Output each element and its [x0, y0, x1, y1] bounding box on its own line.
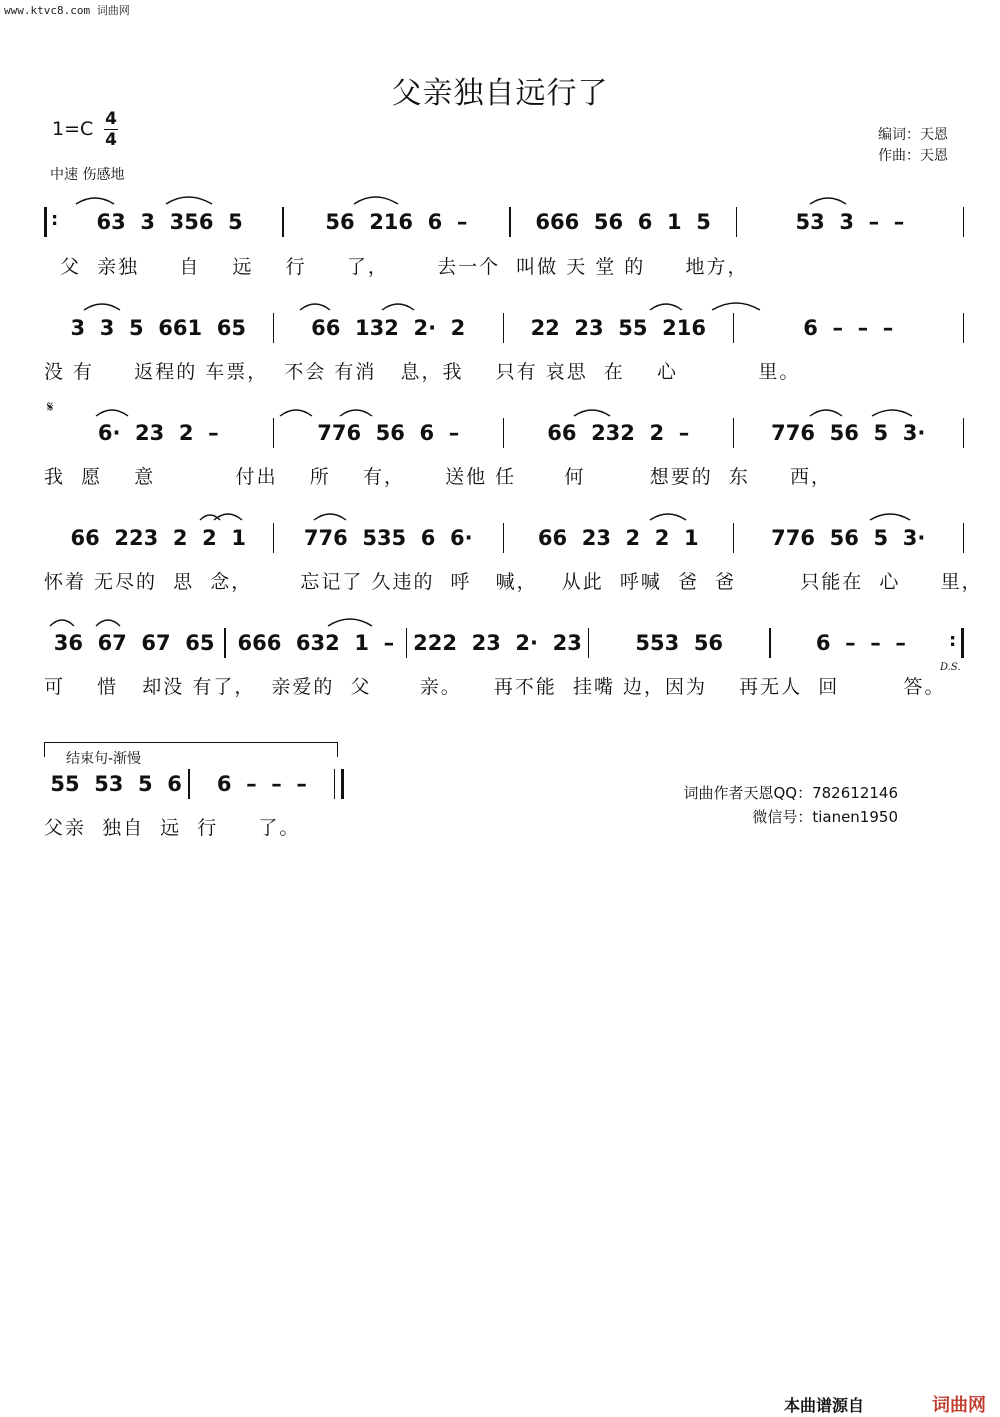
- time-signature: [104, 110, 118, 149]
- composer-credit: 作曲：天恩: [878, 148, 948, 164]
- measure: 776 56 6 –: [317, 421, 460, 445]
- measure: 553 56: [635, 631, 724, 655]
- lyrics-line-5: 可 惜 却没 有了， 亲爱的 父 亲。 再不能 挂嘴 边，因为 再无人 回 答。: [44, 676, 946, 698]
- measure: 22 23 55 216: [530, 316, 706, 340]
- contact-qq: 词曲作者天恩QQ：782612146: [683, 784, 898, 802]
- site-watermark: www.ktvc8.com 词曲网: [4, 4, 130, 17]
- measure: 66 232 2 –: [547, 421, 690, 445]
- measure: 56 216 6 –: [325, 210, 468, 234]
- measure: 776 535 6 6·: [303, 526, 473, 550]
- measure: 666 56 6 1 5: [535, 210, 711, 234]
- notation-line-ending: [44, 766, 344, 802]
- measure: 776 56 5 3·: [771, 526, 926, 550]
- barline: [963, 523, 965, 553]
- source-label: 本曲谱源自: [784, 1396, 865, 1415]
- lyrics-line-4: 怀着 无尽的 思 念， 忘记了 久违的 呼 喊， 从此 呼喊 爸 爸 只能在 心 里，: [44, 571, 983, 593]
- ending-label: 结束句-渐慢: [66, 751, 142, 767]
- barline: [963, 418, 965, 448]
- measure: 666 632 1 –: [237, 631, 395, 655]
- measure: 222 23 2· 23: [413, 631, 582, 655]
- repeat-end: [951, 628, 964, 658]
- slur: [166, 197, 212, 204]
- lyrics-line-3: 我 愿 意 付出 所 有， 送他 任 何 想要的 东 西，: [44, 466, 833, 488]
- key-signature: 1=C: [52, 118, 94, 140]
- tempo-marking: 中速 伤感地: [50, 167, 125, 183]
- measure: 63 3 356 5: [96, 210, 243, 234]
- measure: 6 – – –: [815, 631, 906, 655]
- contact-wechat: 微信号：tianen1950: [752, 808, 898, 826]
- ds-marking: D.S.: [940, 662, 961, 673]
- measure: 776 56 5 3·: [771, 421, 926, 445]
- repeat-start: [44, 207, 57, 237]
- measure: 6 – – –: [216, 772, 307, 796]
- slur: [712, 303, 760, 310]
- final-barline: [334, 769, 344, 799]
- measure: 6 – – –: [803, 316, 894, 340]
- source-brand-logo[interactable]: 词曲网: [932, 1395, 986, 1416]
- measure: 66 223 2 2 1: [70, 526, 246, 550]
- measure: 55 53 5 6: [50, 772, 182, 796]
- notation-line-4: [44, 520, 964, 556]
- segno-sign: 𝄋: [47, 398, 54, 416]
- lyrics-line-ending: 父亲 独自 远 行 了。: [44, 817, 301, 839]
- slur: [354, 197, 398, 204]
- measure: 66 132 2· 2: [311, 316, 466, 340]
- notation-line-3: [44, 415, 964, 451]
- lyricist-credit: 编词：天恩: [878, 127, 948, 143]
- notation-line-5: [44, 625, 964, 661]
- notation-line-2: [44, 310, 964, 346]
- time-sig-top: 4: [105, 109, 117, 129]
- measure: 53 3 – –: [795, 210, 905, 234]
- lyrics-line-2: 没 有 返程的 车票， 不会 有消 息，我 只有 哀思 在 心 里。: [44, 361, 801, 383]
- measure: 6· 23 2 –: [97, 421, 219, 445]
- barline: [963, 313, 965, 343]
- measure: 36 67 67 65: [53, 631, 215, 655]
- time-sig-bottom: 4: [105, 130, 117, 150]
- barline: [963, 207, 965, 237]
- notation-line-1: [44, 204, 964, 240]
- measure: 3 3 5 661 65: [70, 316, 246, 340]
- lyrics-line-1: 父 亲独 自 远 行 了， 去一个 叫做 天 堂 的 地方，: [44, 256, 749, 278]
- measure: 66 23 2 2 1: [537, 526, 699, 550]
- song-title: 父亲独自远行了: [391, 76, 609, 111]
